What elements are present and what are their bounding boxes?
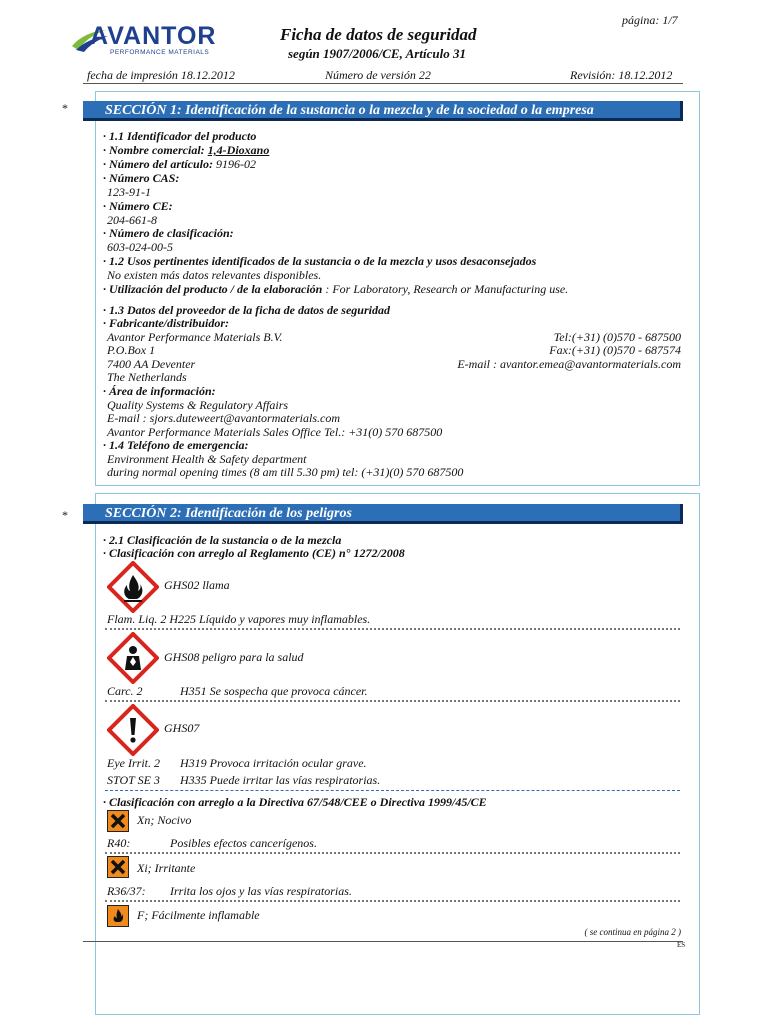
harmful-x-icon bbox=[107, 810, 129, 832]
trade-name-value: 1,4-Dioxano bbox=[207, 143, 270, 157]
manufacturer-email: E-mail : avantor.emea@avantormaterials.com bbox=[457, 357, 681, 371]
f-label: F; Fácilmente inflamable bbox=[137, 908, 260, 922]
classification-number-label: · Número de clasificación: bbox=[103, 226, 234, 240]
eye-irrit-category: Eye Irrit. 2 bbox=[107, 756, 160, 770]
article-number-value: 9196-02 bbox=[216, 157, 256, 171]
document-title: Ficha de datos de seguridad bbox=[280, 25, 477, 44]
xi-label: Xi; Irritante bbox=[137, 861, 196, 875]
change-marker: * bbox=[62, 508, 68, 522]
header-rule bbox=[83, 83, 683, 84]
cas-value: 123-91-1 bbox=[107, 185, 151, 199]
supplier-label: · 1.3 Datos del proveedor de la ficha de datos de seguridad bbox=[103, 303, 390, 317]
irritant-x-icon bbox=[107, 856, 129, 878]
product-use-row bbox=[103, 282, 568, 296]
dotted-separator bbox=[105, 900, 680, 902]
article-number-label: · Número del artículo: bbox=[103, 157, 216, 171]
r40-code: R40: bbox=[107, 836, 131, 850]
classification-number-value: 603-024-00-5 bbox=[107, 240, 173, 254]
version-number: Número de versión 22 bbox=[325, 68, 431, 82]
continuation-note: ( se continua en página 2 ) bbox=[584, 927, 681, 937]
dotted-separator bbox=[105, 628, 680, 630]
eye-irrit-statement: H319 Provoca irritación ocular grave. bbox=[180, 756, 367, 770]
cas-label: · Número CAS: bbox=[103, 171, 180, 185]
info-area-dept: Quality Systems & Regulatory Affairs bbox=[107, 398, 289, 412]
footer-rule bbox=[83, 941, 683, 942]
relevant-uses-label: · 1.2 Usos pertinentes identificados de la sustancia o de la mezcla y usos desaconsejados bbox=[103, 254, 537, 268]
trade-name-row bbox=[103, 143, 269, 157]
trade-name-label: · Nombre comercial: bbox=[103, 143, 208, 157]
dotted-separator bbox=[105, 700, 680, 702]
xn-label: Xn; Nocivo bbox=[137, 813, 192, 827]
logo-main-text: AVANTOR bbox=[90, 22, 217, 50]
company-logo bbox=[70, 22, 230, 58]
flame-pictogram-icon bbox=[107, 561, 159, 613]
manufacturer-city: 7400 AA Deventer bbox=[107, 357, 196, 371]
stot-statement: H335 Puede irritar las vías respiratorias. bbox=[180, 773, 381, 787]
directive-classification-label: · Clasificación con arreglo a la Directiva 67/548/CEE o Directiva 1999/45/CE bbox=[103, 795, 487, 809]
relevant-uses-value: No existen más datos relevantes disponibles. bbox=[107, 268, 322, 282]
product-use-label: · Utilización del producto / de la elaboración bbox=[103, 282, 323, 296]
health-hazard-pictogram-icon bbox=[107, 632, 159, 684]
document-subtitle: según 1907/2006/CE, Artículo 31 bbox=[288, 46, 466, 61]
clp-classification-label: · Clasificación con arreglo al Reglamento (CE) n° 1272/2008 bbox=[103, 546, 405, 560]
dotted-separator bbox=[105, 852, 680, 854]
dashed-separator bbox=[105, 790, 680, 791]
ce-value: 204-661-8 bbox=[107, 213, 157, 227]
r36-code: R36/37: bbox=[107, 884, 146, 898]
language-code: ES bbox=[677, 941, 686, 949]
logo-sub-text: PERFORMANCE MATERIALS bbox=[110, 49, 210, 56]
ghs02-label: GHS02 llama bbox=[164, 578, 230, 592]
product-use-value: : For Laboratory, Research or Manufacturing use. bbox=[322, 282, 569, 296]
manufacturer-name: Avantor Performance Materials B.V. bbox=[107, 330, 283, 344]
carc-statement: H351 Se sospecha que provoca cáncer. bbox=[180, 684, 368, 698]
flammable-flame-icon bbox=[107, 905, 129, 927]
r36-statement: Irrita los ojos y las vías respiratorias. bbox=[170, 884, 352, 898]
exclamation-pictogram-icon bbox=[107, 704, 159, 756]
manufacturer-country: The Netherlands bbox=[107, 370, 187, 384]
emergency-dept: Environment Health & Safety department bbox=[107, 452, 307, 466]
page-number: página: 1/7 bbox=[622, 13, 678, 27]
section-1-heading: SECCIÓN 1: Identificación de la sustancia o la mezcla y de la sociedad o la empresa bbox=[83, 101, 683, 121]
info-area-label: · Área de información: bbox=[103, 384, 216, 398]
info-area-office: Avantor Performance Materials Sales Office Tel.: +31(0) 570 687500 bbox=[107, 425, 443, 439]
print-date: fecha de impresión 18.12.2012 bbox=[87, 68, 235, 82]
ghs08-label: GHS08 peligro para la salud bbox=[164, 650, 304, 664]
revision-date: Revisión: 18.12.2012 bbox=[570, 68, 673, 82]
info-area-email: E-mail : sjors.duteweert@avantormaterials.com bbox=[107, 411, 341, 425]
emergency-phone-label: · 1.4 Teléfono de emergencia: bbox=[103, 438, 249, 452]
manufacturer-label: · Fabricante/distribuidor: bbox=[103, 316, 230, 330]
r40-statement: Posibles efectos cancerígenos. bbox=[170, 836, 317, 850]
change-marker: * bbox=[62, 101, 68, 115]
carc-category: Carc. 2 bbox=[107, 684, 143, 698]
classification-label: · 2.1 Clasificación de la sustancia o de la mezcla bbox=[103, 533, 342, 547]
manufacturer-fax: Fax:(+31) (0)570 - 687574 bbox=[549, 343, 681, 357]
manufacturer-pobox: P.O.Box 1 bbox=[107, 343, 156, 357]
ce-label: · Número CE: bbox=[103, 199, 173, 213]
product-identifier-label: · 1.1 Identificador del producto bbox=[103, 129, 257, 143]
manufacturer-tel: Tel:(+31) (0)570 - 687500 bbox=[553, 330, 681, 344]
stot-category: STOT SE 3 bbox=[107, 773, 160, 787]
flam-liq-row: Flam. Liq. 2 H225 Líquido y vapores muy inflamables. bbox=[107, 612, 371, 626]
article-number-row bbox=[103, 157, 256, 171]
emergency-hours: during normal opening times (8 am till 5.30 pm) tel: (+31)(0) 570 687500 bbox=[107, 465, 464, 479]
section-2-heading: SECCIÓN 2: Identificación de los peligros bbox=[83, 504, 683, 524]
ghs07-label: GHS07 bbox=[164, 721, 200, 735]
